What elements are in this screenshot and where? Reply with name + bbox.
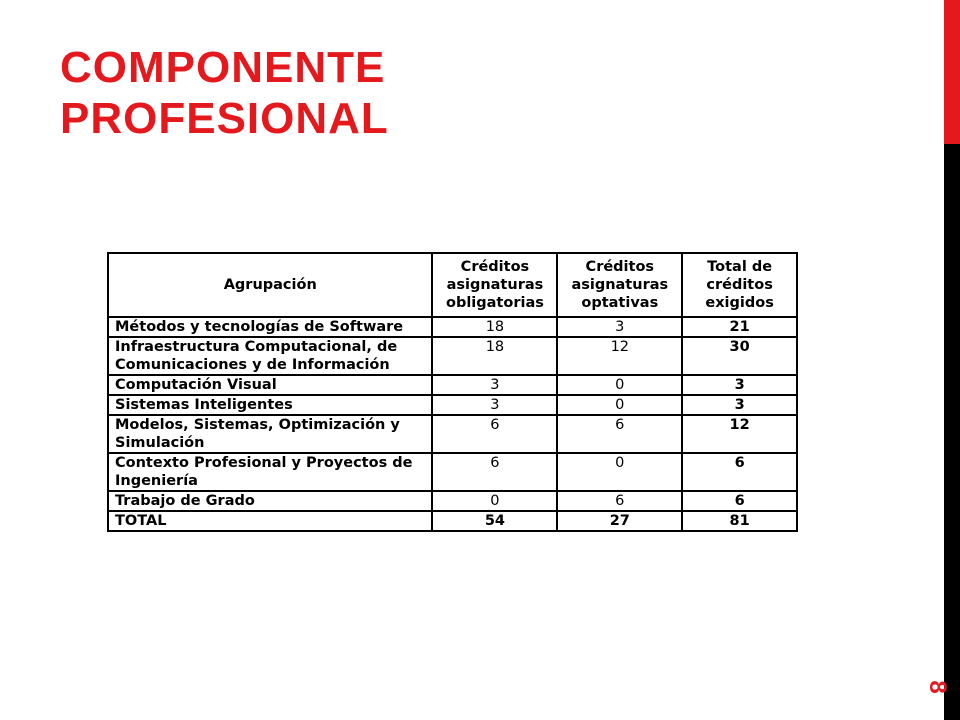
- row-total: 6: [682, 491, 797, 511]
- row-name: Infraestructura Computacional, de Comunicaciones y de Información: [108, 337, 432, 375]
- page-number: 8: [924, 680, 951, 694]
- row-mandatory: 18: [432, 317, 557, 337]
- header-total: Total de créditos exigidos: [682, 253, 797, 317]
- header-group: Agrupación: [108, 253, 432, 317]
- row-name: Computación Visual: [108, 375, 432, 395]
- row-mandatory: 6: [432, 415, 557, 453]
- row-elective: 6: [557, 491, 682, 511]
- row-elective: 12: [557, 337, 682, 375]
- row-total: 12: [682, 415, 797, 453]
- total-elective: 27: [557, 511, 682, 531]
- table-row: [108, 337, 797, 375]
- table-row: [108, 415, 797, 453]
- row-name: Trabajo de Grado: [108, 491, 432, 511]
- table-row: [108, 491, 797, 511]
- total-label: TOTAL: [108, 511, 432, 531]
- table-header-row: [108, 253, 797, 317]
- table-row: [108, 375, 797, 395]
- header-mandatory: Créditos asignaturas obligatorias: [432, 253, 557, 317]
- row-name: Modelos, Sistemas, Optimización y Simulación: [108, 415, 432, 453]
- row-mandatory: 6: [432, 453, 557, 491]
- row-mandatory: 18: [432, 337, 557, 375]
- row-mandatory: 0: [432, 491, 557, 511]
- row-name: Métodos y tecnologías de Software: [108, 317, 432, 337]
- row-total: 3: [682, 395, 797, 415]
- table-row: [108, 317, 797, 337]
- row-total: 3: [682, 375, 797, 395]
- title-line-2: PROFESIONAL: [60, 94, 389, 143]
- row-name: Sistemas Inteligentes: [108, 395, 432, 415]
- header-elective: Créditos asignaturas optativas: [557, 253, 682, 317]
- side-bar: [944, 144, 960, 720]
- total-mandatory: 54: [432, 511, 557, 531]
- row-mandatory: 3: [432, 395, 557, 415]
- row-elective: 3: [557, 317, 682, 337]
- row-mandatory: 3: [432, 375, 557, 395]
- total-total: 81: [682, 511, 797, 531]
- row-elective: 6: [557, 415, 682, 453]
- row-total: 21: [682, 317, 797, 337]
- table-row: [108, 453, 797, 491]
- row-elective: 0: [557, 375, 682, 395]
- row-elective: 0: [557, 395, 682, 415]
- title-line-1: COMPONENTE: [60, 43, 386, 92]
- credits-table: [107, 252, 798, 532]
- row-total: 30: [682, 337, 797, 375]
- accent-bar: [944, 0, 960, 144]
- row-name: Contexto Profesional y Proyectos de Ingeniería: [108, 453, 432, 491]
- table-total-row: [108, 511, 797, 531]
- row-total: 6: [682, 453, 797, 491]
- page-title: [60, 42, 389, 144]
- row-elective: 0: [557, 453, 682, 491]
- table-row: [108, 395, 797, 415]
